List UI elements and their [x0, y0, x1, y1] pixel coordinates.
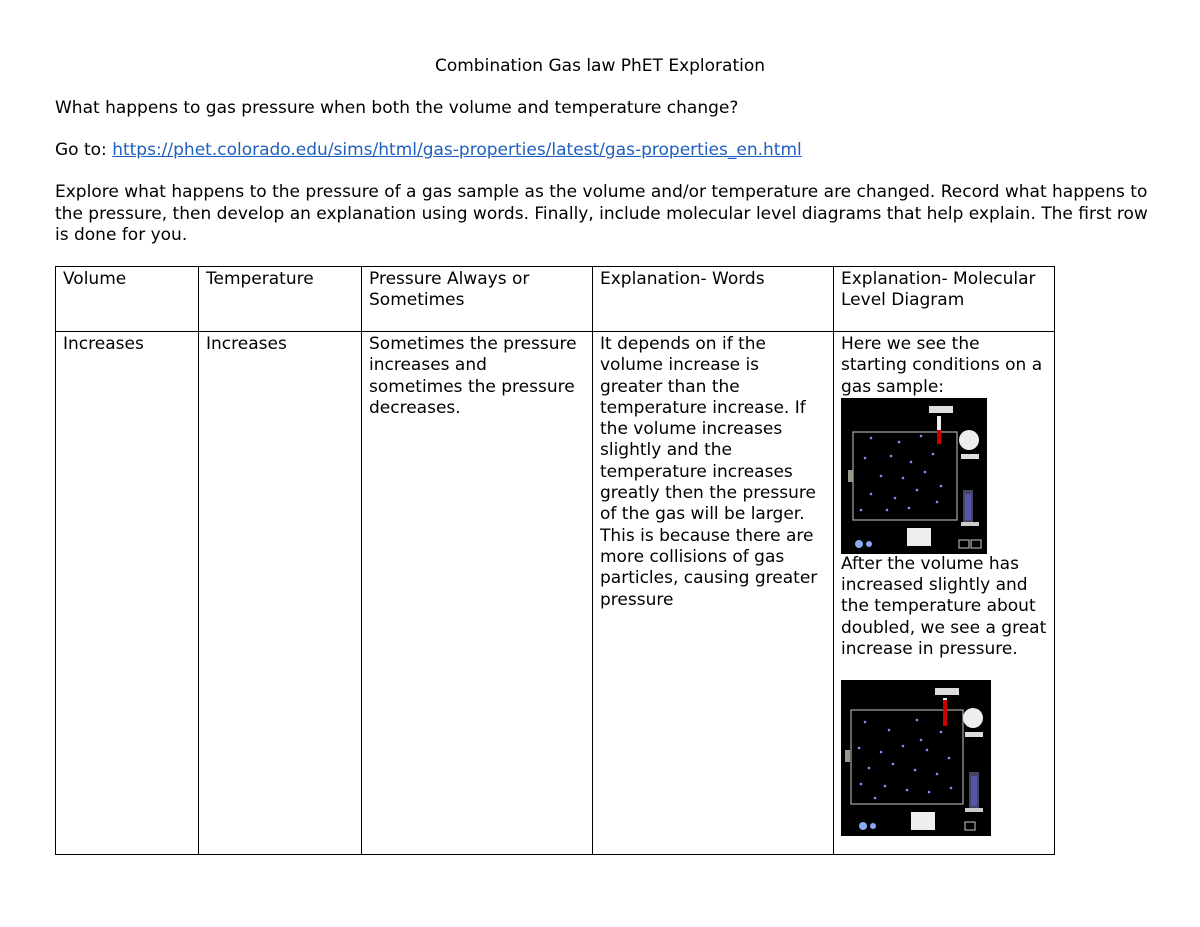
guiding-question: What happens to gas pressure when both the volume and temperature change? — [55, 98, 739, 118]
header-words: Explanation- Words — [593, 267, 834, 332]
header-pressure: Pressure Always or Sometimes — [362, 267, 593, 332]
header-volume: Volume — [56, 267, 199, 332]
table-header-row — [56, 267, 1055, 332]
goto-line — [55, 139, 802, 161]
goto-label: Go to: — [55, 140, 113, 160]
diagram-caption-after: After the volume has increased slightly and the temperature about doubled, we see a great increase in pressure. — [841, 553, 1047, 660]
diagram-caption-start: Here we see the starting conditions on a gas sample: — [841, 334, 1043, 397]
exploration-table — [55, 266, 1055, 855]
cell-temperature: Increases — [199, 332, 362, 855]
cell-pressure: Sometimes the pressure increases and sometimes the pressure decreases. — [362, 332, 593, 855]
cell-diagram — [834, 332, 1055, 855]
header-diagram: Explanation- Molecular Level Diagram — [834, 267, 1055, 332]
sim-screenshot-after — [841, 680, 991, 836]
cell-volume: Increases — [56, 332, 199, 855]
table-row — [56, 332, 1055, 855]
document-title: Combination Gas law PhET Exploration — [434, 56, 766, 76]
cell-words: It depends on if the volume increase is greater than the temperature increase. If the volume increases slightly and the temperature increases greatly then the pressure of the gas will be larger. This is because there are more collisions of gas particles, causing greater pressure — [593, 332, 834, 855]
phet-link[interactable]: https://phet.colorado.edu/sims/html/gas-properties/latest/gas-properties_en.html — [112, 140, 802, 160]
sim-screenshot-start — [841, 398, 987, 554]
instructions: Explore what happens to the pressure of a gas sample as the volume and/or temperature are changed. Record what happens to the pressure, then develop an explanation using words. Finally, include molecular level diagrams that help explain. The first row is done for you. — [55, 182, 1148, 245]
header-temperature: Temperature — [199, 267, 362, 332]
